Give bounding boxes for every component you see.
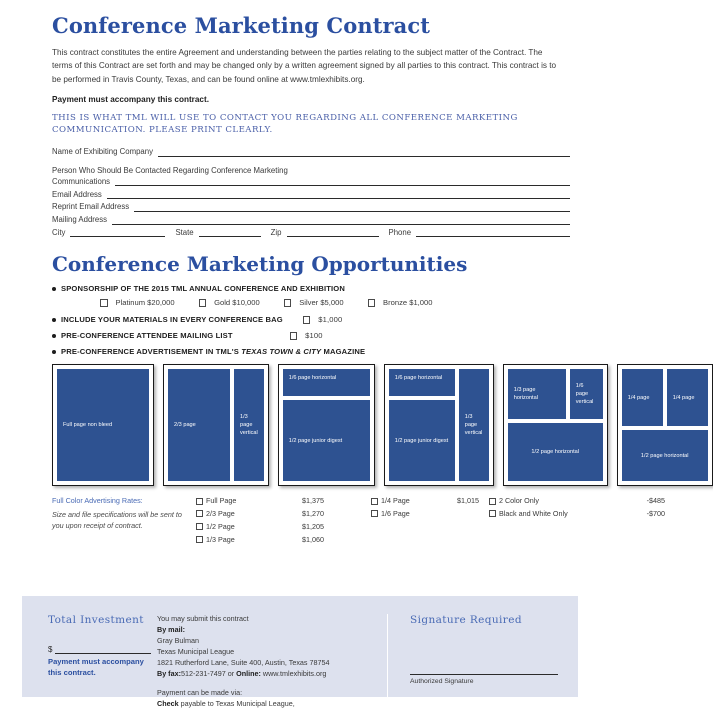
signature-title: Signature Required <box>410 614 522 626</box>
mail-contact-name: Gray Bulman <box>157 635 199 645</box>
spacer <box>157 680 373 688</box>
rates-column-1 <box>196 496 371 547</box>
bottom-payment-note: Payment must accompany this contract. <box>48 657 144 677</box>
ad-panel-quarter-page-left: 1/4 page <box>622 369 663 426</box>
checkbox-icon[interactable] <box>196 536 203 543</box>
authorized-signature-label: Authorized Signature <box>410 678 474 685</box>
rate-name: 2/3 Page <box>206 509 235 519</box>
rate-row[interactable] <box>371 496 489 505</box>
advertisement-label <box>61 347 365 356</box>
field-email <box>52 190 570 199</box>
fax-number: 512-231-7497 <box>180 668 226 678</box>
ad-layout-left-column <box>389 369 455 481</box>
dollar-sign: $ <box>48 645 53 654</box>
ad-layout-quarters <box>617 364 713 486</box>
rate-name: 1/2 Page <box>206 522 235 532</box>
reprint-email-input[interactable] <box>134 203 570 212</box>
ad-layout-top-row <box>622 369 708 426</box>
field-reprint-email <box>52 202 570 211</box>
rate-price: $1,270 <box>302 509 324 519</box>
payment-via-label: Payment can be made via: <box>157 687 243 697</box>
submit-intro: You may submit this contract <box>157 614 249 623</box>
online-label: Online: <box>236 668 261 678</box>
ad-panel-one-sixth-vertical: 1/6 page vertical <box>570 369 603 419</box>
email-input[interactable] <box>107 190 570 199</box>
ad-panel-full-non-bleed: Full page non bleed <box>57 369 149 481</box>
opportunity-sponsorship <box>52 284 570 293</box>
tier-gold-label: Gold $10,000 <box>214 298 260 308</box>
submission-instructions <box>157 614 388 708</box>
ad-panel-one-third-vertical: 1/3 page vertical <box>234 369 264 481</box>
opportunities-list <box>52 284 570 356</box>
rate-row[interactable] <box>489 509 665 518</box>
opportunity-conference-bag <box>52 315 570 324</box>
ad-layout-third-sixth-half <box>503 364 608 486</box>
total-amount-input[interactable] <box>55 644 151 654</box>
checkbox-icon[interactable] <box>489 498 496 505</box>
bullet-icon <box>52 350 56 354</box>
ad-layout-junior-digest <box>278 364 375 486</box>
tier-silver-label: Silver $5,000 <box>299 298 344 308</box>
checkbox-icon[interactable] <box>196 498 203 505</box>
bullet-icon <box>52 318 56 322</box>
phone-input[interactable] <box>416 228 570 237</box>
tier-gold[interactable] <box>199 298 260 307</box>
bullet-icon <box>52 287 56 291</box>
mailing-address-label: Mailing Address <box>52 215 108 225</box>
rate-price: $1,205 <box>302 522 324 532</box>
intro-paragraph: This contract constitutes the entire Agreement and understanding between the parties relating to the subject matter of the Contract. The terms of this Contract are set forth and may be changed only by a written agreement signed by all parties to this contract. This contract is to be performed in Travis County, Texas, and can be found online at www.tmlexhibits.org. <box>52 48 557 84</box>
rate-name: Full Page <box>206 496 237 506</box>
checkbox-icon[interactable] <box>371 510 378 517</box>
opportunity-advertisement <box>52 347 570 356</box>
mailing-list-price: $100 <box>305 331 323 341</box>
sponsorship-tiers <box>52 298 570 307</box>
checkbox-icon[interactable] <box>368 299 376 307</box>
checkbox-icon[interactable] <box>303 316 311 324</box>
opportunities-title: Conference Marketing Opportunities <box>52 252 468 277</box>
ad-panel-quarter-page-right: 1/4 page <box>667 369 708 426</box>
check-label: Check <box>157 698 179 708</box>
state-input[interactable] <box>199 228 261 237</box>
opportunity-mailing-list <box>52 331 570 340</box>
rate-name: 2 Color Only <box>499 496 539 506</box>
mailing-list-label: PRE-CONFERENCE ATTENDEE MAILING LIST <box>61 331 233 341</box>
bullet-icon <box>52 334 56 338</box>
rate-row[interactable] <box>196 509 371 518</box>
city-label: City <box>52 228 66 238</box>
ad-panel-one-sixth-horizontal: 1/6 page horizontal <box>389 369 455 396</box>
signature-input[interactable] <box>410 644 558 675</box>
zip-input[interactable] <box>287 228 379 237</box>
rates-note-body: Size and file specifications will be sent to you upon receipt of contract. <box>52 509 182 530</box>
communications-input[interactable] <box>115 177 570 186</box>
reprint-email-label: Reprint Email Address <box>52 202 130 212</box>
mail-organization: Texas Municipal League <box>157 646 235 656</box>
ad-panel-half-junior-digest: 1/2 page junior digest <box>389 400 455 481</box>
ad-layout-diagrams <box>52 364 695 486</box>
checkbox-icon[interactable] <box>196 523 203 530</box>
ad-layout-top-row <box>508 369 603 419</box>
rate-price: $1,060 <box>302 534 324 544</box>
fax-label: By fax: <box>157 668 181 678</box>
phone-label: Phone <box>388 228 412 238</box>
field-company <box>52 147 570 156</box>
contact-intro-label: Person Who Should Be Contacted Regarding Conference Marketing <box>52 165 288 175</box>
sponsorship-label: SPONSORSHIP OF THE 2015 TML ANNUAL CONFERENCE AND EXHIBITION <box>61 284 345 294</box>
rate-name: Black and White Only <box>499 509 568 519</box>
rates-note-title: Full Color Advertising Rates: <box>52 496 143 506</box>
rate-row[interactable] <box>196 535 371 544</box>
bottom-panel <box>22 596 578 708</box>
rate-name: 1/4 Page <box>381 496 410 506</box>
contact-notice: THIS IS WHAT TML WILL USE TO CONTACT YOU REGARDING ALL CONFERENCE MARKETING COMMUNICATION. PLEASE PRINT CLEARLY. <box>52 112 518 136</box>
mail-address: 1821 Rutherford Lane, Suite 400, Austin, Texas 78754 <box>157 657 330 667</box>
ad-panel-one-third-vertical: 1/3 page vertical <box>459 369 489 481</box>
ad-layout-two-thirds <box>163 364 269 486</box>
online-url[interactable]: www.tmlexhibits.org <box>260 668 327 678</box>
page-title: Conference Marketing Contract <box>52 13 431 38</box>
email-label: Email Address <box>52 189 102 199</box>
total-investment-section <box>22 614 157 697</box>
by-mail-label-text: By mail: <box>157 624 185 634</box>
rates-note <box>52 496 196 547</box>
rate-row[interactable] <box>196 496 371 505</box>
conference-bag-option[interactable] <box>303 315 453 324</box>
tier-platinum[interactable] <box>100 298 175 307</box>
rate-name: 1/3 Page <box>206 534 235 544</box>
rate-price: -$485 <box>646 496 665 506</box>
state-label: State <box>175 228 194 238</box>
fax-and-online-line <box>157 669 373 680</box>
checkbox-icon[interactable] <box>489 510 496 517</box>
by-mail-label <box>157 625 373 636</box>
rate-price: -$700 <box>646 509 665 519</box>
signature-section <box>388 614 578 697</box>
ad-panel-two-thirds: 2/3 page <box>168 369 230 481</box>
ad-panel-half-horizontal: 1/2 page horizontal <box>508 423 603 481</box>
checkbox-icon[interactable] <box>371 498 378 505</box>
tier-bronze-label: Bronze $1,000 <box>383 298 433 308</box>
rates-column-3 <box>489 496 665 547</box>
mailing-address-input[interactable] <box>112 216 570 225</box>
company-label: Name of Exhibiting Company <box>52 147 153 157</box>
rate-name: 1/6 Page <box>381 509 410 519</box>
ad-panel-half-junior-digest: 1/2 page junior digest <box>283 400 370 481</box>
ad-panel-one-sixth-horizontal: 1/6 page horizontal <box>283 369 370 396</box>
rate-row[interactable] <box>371 509 489 518</box>
rate-price: $1,375 <box>302 496 324 506</box>
company-input[interactable] <box>158 148 570 157</box>
conference-bag-label: INCLUDE YOUR MATERIALS IN EVERY CONFERENCE BAG <box>61 315 283 325</box>
payment-notice: Payment must accompany this contract. <box>52 94 209 104</box>
ad-panel-half-horizontal: 1/2 page horizontal <box>622 430 708 481</box>
advertisement-label-post: MAGAZINE <box>321 347 366 357</box>
contact-form <box>52 147 570 237</box>
checkbox-icon[interactable] <box>196 510 203 517</box>
field-city-state-zip-phone <box>52 228 570 237</box>
advertisement-label-pre: PRE-CONFERENCE ADVERTISEMENT IN TML'S <box>61 347 242 357</box>
checkbox-icon[interactable] <box>290 332 298 340</box>
rate-row[interactable] <box>489 496 665 505</box>
check-payment-line <box>157 699 373 710</box>
advertisement-magazine-name: TEXAS TOWN & CITY <box>241 347 322 357</box>
check-text: payable to Texas Municipal League, <box>178 698 295 708</box>
rate-row[interactable] <box>196 522 371 531</box>
tier-platinum-label: Platinum $20,000 <box>115 298 175 308</box>
ad-layout-full-page <box>52 364 154 486</box>
or-text: or <box>225 668 237 678</box>
total-investment-title: Total Investment <box>48 614 144 626</box>
tier-bronze[interactable] <box>368 298 433 307</box>
communications-label: Communications <box>52 176 111 186</box>
zip-label: Zip <box>270 228 282 238</box>
advertising-rates-table <box>52 496 665 547</box>
conference-bag-price: $1,000 <box>318 315 343 325</box>
checkbox-icon[interactable] <box>100 299 108 307</box>
total-amount-field <box>48 644 157 654</box>
ad-layout-combo-vertical <box>384 364 494 486</box>
ad-panel-one-third-horizontal: 1/3 page horizontal <box>508 369 566 419</box>
rates-column-2 <box>371 496 489 547</box>
tier-silver[interactable] <box>284 298 344 307</box>
mailing-list-option[interactable] <box>290 331 440 340</box>
rate-price: $1,015 <box>457 496 479 506</box>
field-mailing-address <box>52 215 570 224</box>
checkbox-icon[interactable] <box>284 299 292 307</box>
city-input[interactable] <box>70 228 165 237</box>
field-communications <box>52 177 570 186</box>
checkbox-icon[interactable] <box>199 299 207 307</box>
